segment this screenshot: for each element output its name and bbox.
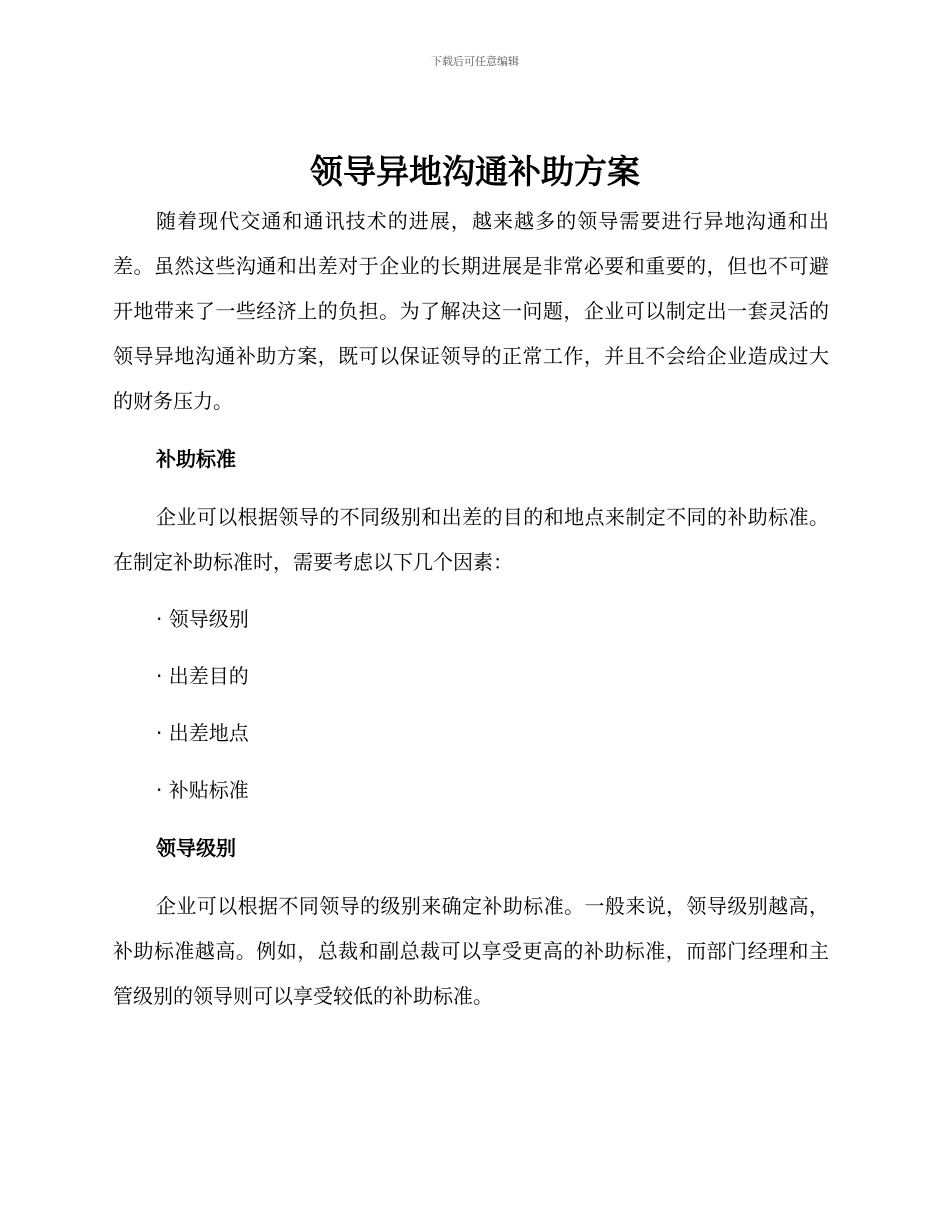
intro-paragraph: 随着现代交通和通讯技术的进展，越来越多的领导需要进行异地沟通和出差。虽然这些沟通和出差对于企业的长期进展是非常必要和重要的，但也不可避开地带来了一些经济上的负担。为了解决这一问题，企业可以制定出一套灵活的领导异地沟通补助方案，既可以保证领导的正常工作，并且不会给企业造成过大的财务压力。 <box>113 209 829 413</box>
header-note: 下载后可任意编辑 <box>431 55 519 68</box>
list-item: · 领导级别 <box>156 607 249 631</box>
section-heading-subsidy-standard: 补助标准 <box>156 447 236 471</box>
document-title: 领导异地沟通补助方案 <box>310 152 640 191</box>
subsidy-standard-paragraph: 企业可以根据领导的不同级别和出差的目的和地点来制定不同的补助标准。在制定补助标准时，需要考虑以下几个因素： <box>113 505 829 574</box>
document-body <box>113 199 829 1019</box>
section-heading-leader-level: 领导级别 <box>156 836 236 860</box>
leader-level-paragraph: 企业可以根据不同领导的级别来确定补助标准。一般来说，领导级别越高，补助标准越高。例如，总裁和副总裁可以享受更高的补助标准，而部门经理和主管级别的领导则可以享受较低的补助标准。 <box>113 894 829 1008</box>
list-item: · 出差地点 <box>156 721 249 745</box>
list-item: · 出差目的 <box>156 664 249 688</box>
list-item: · 补贴标准 <box>156 778 249 802</box>
